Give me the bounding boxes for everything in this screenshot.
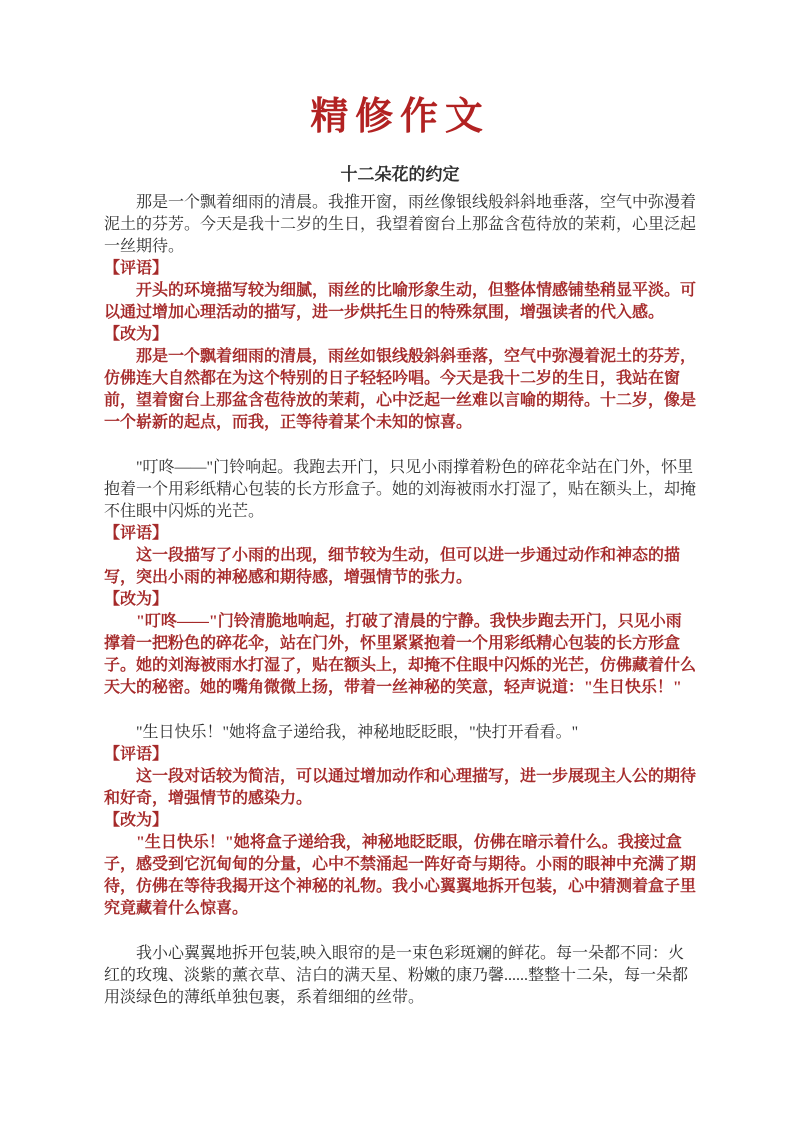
original-paragraph-4: 我小心翼翼地拆开包装,映入眼帘的是一束色彩斑斓的鲜花。每一朵都不同：火红的玫瑰、淡紫的薰衣草、洁白的满天星、粉嫩的康乃馨......整整十二朵，每一朵都用淡绿色的薄纸单独包裹，系着细细的丝带。 [104,945,689,1006]
revision-text-1: 那是一个飘着细雨的清晨，雨丝如银线般斜斜垂落，空气中弥漫着泥土的芬芳，仿佛连大自然都在为这个特别的日子轻轻吟唱。今天是我十二岁的生日，我站在窗前，望着窗台上那盆含苞待放的茉莉，心中泛起一丝难以言喻的期待。十二岁，像是一个崭新的起点，而我，正等待着某个未知的惊喜。 [104,348,697,431]
revision-text-2: "叮咚——"门铃清脆地响起，打破了清晨的宁静。我快步跑去开门，只见小雨撑着一把粉色的碎花伞，站在门外，怀里紧紧抱着一个用彩纸精心包装的长方形盒子。她的刘海被雨水打湿了，贴在额头上，却掩不住眼中闪烁的光芒，仿佛藏着什么天大的秘密。她的嘴角微微上扬，带着一丝神秘的笑意，轻声说道："生日快乐！" [104,613,697,696]
original-paragraph-1: 那是一个飘着细雨的清晨。我推开窗，雨丝像银线般斜斜地垂落，空气中弥漫着泥土的芬芳。今天是我十二岁的生日，我望着窗台上那盆含苞待放的茉莉，心里泛起一丝期待。 [104,194,697,255]
original-paragraph-2: "叮咚——"门铃响起。我跑去开门，只见小雨撑着粉色的碎花伞站在门外，怀里抱着一个用彩纸精心包装的长方形盒子。她的刘海被雨水打湿了，贴在额头上，却掩不住眼中闪烁的光芒。 [104,459,697,520]
comment-text-3: 这一段对话较为简洁，可以通过增加动作和心理描写，进一步展现主人公的期待和好奇，增强情节的感染力。 [104,768,697,807]
comment-label-1: 【评语】 [104,260,169,277]
comment-label-3: 【评语】 [104,746,169,763]
essay-title: 十二朵花的约定 [340,165,460,184]
revision-label-1: 【改为】 [104,326,169,343]
comment-text-1: 开头的环境描写较为细腻，雨丝的比喻形象生动，但整体情感铺垫稍显平淡。可以通过增加心理活动的描写，进一步烘托生日的特殊氛围，增强读者的代入感。 [104,282,697,321]
comment-label-2: 【评语】 [104,525,169,542]
comment-text-2: 这一段描写了小雨的出现，细节较为生动，但可以进一步通过动作和神态的描写，突出小雨的神秘感和期待感，增强情节的张力。 [104,547,681,586]
revision-label-3: 【改为】 [104,812,169,829]
revision-text-3: "生日快乐！"她将盒子递给我，神秘地眨眨眼，仿佛在暗示着什么。我接过盒子，感受到它沉甸甸的分量，心中不禁涌起一阵好奇与期待。小雨的眼神中充满了期待，仿佛在等待我揭开这个神秘的礼物。我小心翼翼地拆开包装，心中猜测着盒子里究竟藏着什么惊喜。 [104,834,697,917]
original-paragraph-3: "生日快乐！"她将盒子递给我，神秘地眨眨眼，"快打开看看。" [136,724,579,741]
page-title: 精修作文 [310,96,490,138]
revision-label-2: 【改为】 [104,591,169,608]
